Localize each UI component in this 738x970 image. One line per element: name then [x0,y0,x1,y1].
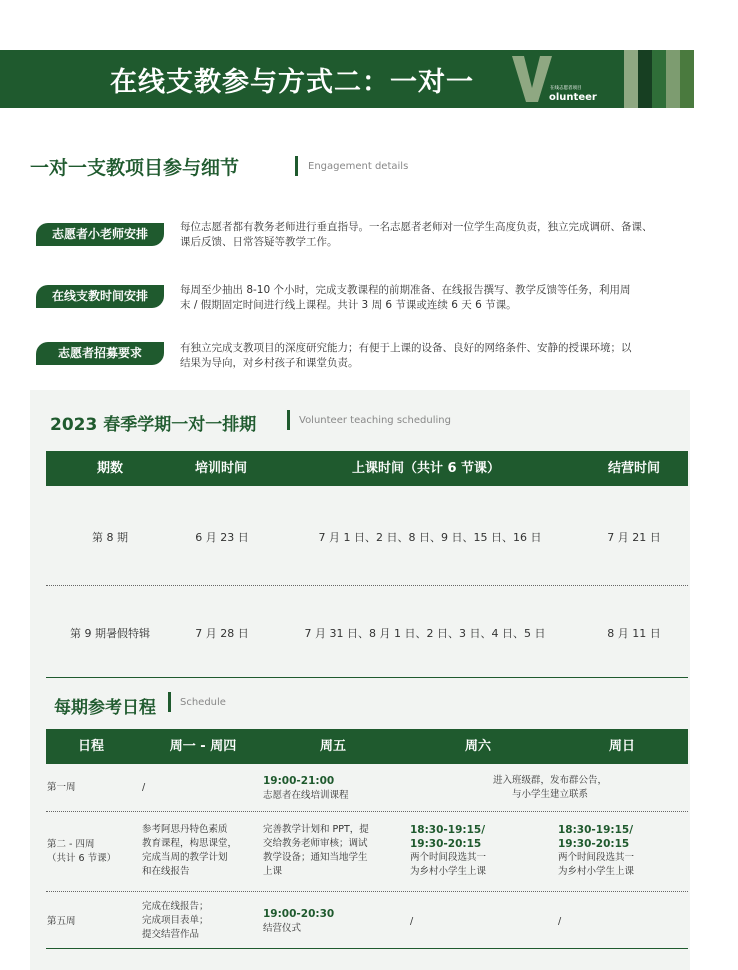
week-label [47,838,116,866]
table-bottom-rule [46,677,688,678]
cell-line: 参考阿思丹特色素质 [142,824,228,835]
row-divider [46,891,688,892]
week-label: 第五周 [47,916,76,927]
cell-line: 提交结营作品 [142,929,200,940]
decor-stripe [638,50,652,108]
decor-stripe [624,50,638,108]
cell-line: 完成在线报告； [142,901,209,912]
cell-line: 完成当周的教学计划 [142,852,228,863]
time-slot: 18:30-19:15/ [410,824,486,836]
schedule-cell [440,774,660,802]
table-cell: 7 月 21 日 [607,531,661,544]
desc-line: 每周至少抽出 8-10 个小时，完成支教课程的前期准备、在线报告撰写、教学反馈等任务，利用周 [180,284,631,296]
semester-title: 2023 春季学期一对一排期 [50,415,257,435]
time-slot: 19:00-21:00 [263,775,335,787]
col-header: 周一 - 周四 [169,739,237,754]
desc-line: 课后反馈、日常答疑等教学工作。 [180,236,338,248]
schedule-cell [142,823,237,879]
semester-table-header [46,451,688,486]
table-cell: 8 月 11 日 [607,627,661,640]
cell-line: 教学设备；通知当地学生 [263,852,368,863]
cell-line: 和在线报告 [142,866,190,877]
cell-line: 两个时间段选其一 [558,852,635,863]
col-header: 日程 [77,739,104,754]
desc-line: 结果为导向，对乡村孩子和课堂负责。 [180,357,359,369]
col-header: 周五 [319,739,346,754]
col-header: 周六 [464,739,491,754]
table-bottom-rule [46,948,688,949]
time-slot: 18:30-19:15/ [558,824,634,836]
decor-stripe [666,50,680,108]
time-slot: 19:00-20:30 [263,908,335,920]
logo-small-text: 在线志愿者项目 [550,86,582,91]
desc-line: 末 / 假期固定时间进行线上课程。共计 3 周 6 节课或连续 6 天 6 节课。 [180,299,517,311]
row-divider [46,585,688,586]
table-cell: 第 9 期暑假特辑 [70,627,150,640]
heading-divider [168,692,171,712]
cell-line: 与小学生建立联系 [511,789,588,800]
col-header: 上课时间（共计 6 节课） [351,461,501,476]
cell-line: （共计 6 节课） [47,853,117,864]
logo-word: olunteer [549,92,597,103]
schedule-cell [263,823,369,879]
cell-line: 两个时间段选其一 [410,852,487,863]
page-title: 在线支教参与方式二：一对一 [110,67,474,98]
cell-line: 第二 - 四周 [47,839,95,850]
engagement-title: 一对一支教项目参与细节 [30,157,240,179]
decor-stripe [652,50,666,108]
heading-divider [287,410,290,430]
heading-divider [295,156,298,176]
cell-line: 完成项目表单； [142,915,209,926]
table-cell: 7 月 28 日 [195,627,249,640]
schedule-cell: / [142,782,146,793]
cell-line: 完善教学计划和 PPT，提 [263,824,369,835]
col-header: 周日 [608,739,635,754]
engagement-desc [180,220,680,250]
engagement-subtitle: Engagement details [308,161,409,172]
table-cell: 7 月 31 日、8 月 1 日、2 日、3 日、4 日、5 日 [304,627,546,640]
cell-line: 上课 [263,866,283,877]
engagement-desc [180,283,680,313]
col-header: 期数 [96,461,123,476]
week-label: 第一周 [47,782,76,793]
time-slot: 19:30-20:15 [410,838,482,850]
engagement-label: 在线支教时间安排 [36,285,164,308]
engagement-desc [180,341,680,371]
header-banner [0,50,694,108]
schedule-cell [558,823,634,879]
table-cell: 第 8 期 [92,531,128,544]
schedule-cell: / [558,916,562,927]
row-divider [46,811,688,812]
engagement-label: 志愿者小老师安排 [36,223,164,246]
schedule-cell [142,900,209,942]
schedule-cell: 结营仪式 [263,923,302,934]
schedule-cell [410,823,486,879]
desc-line: 每位志愿者都有教务老师进行垂直指导。一名志愿者老师对一位学生高度负责，独立完成调研、备课、 [180,221,653,233]
schedule-table-header [46,729,688,764]
col-header: 结营时间 [607,461,660,476]
semester-subtitle: Volunteer teaching scheduling [299,415,451,426]
cell-line: 为乡村小学生上课 [410,866,487,877]
col-header: 培训时间 [194,461,247,476]
engagement-label: 志愿者招募要求 [36,342,164,365]
time-slot: 19:30-20:15 [558,838,630,850]
table-cell: 7 月 1 日、2 日、8 日、9 日、15 日、16 日 [318,531,542,544]
cell-line: 教育课程，构思课堂， [142,838,238,849]
cell-line: 为乡村小学生上课 [558,866,635,877]
schedule-cell: / [410,916,414,927]
schedule-title: 每期参考日程 [54,698,156,718]
cell-line: 交给教务老师审核；调试 [263,838,368,849]
table-cell: 6 月 23 日 [195,531,249,544]
cell-line: 进入班级群，发布群公告， [492,775,607,786]
desc-line: 有独立完成支教项目的深度研究能力；有便于上课的设备、良好的网络条件、安静的授课环境；以 [180,342,632,354]
schedule-cell: 志愿者在线培训课程 [263,790,349,801]
volunteer-v-logo-icon [512,54,552,104]
decor-stripe [680,50,694,108]
schedule-subtitle: Schedule [180,697,226,708]
